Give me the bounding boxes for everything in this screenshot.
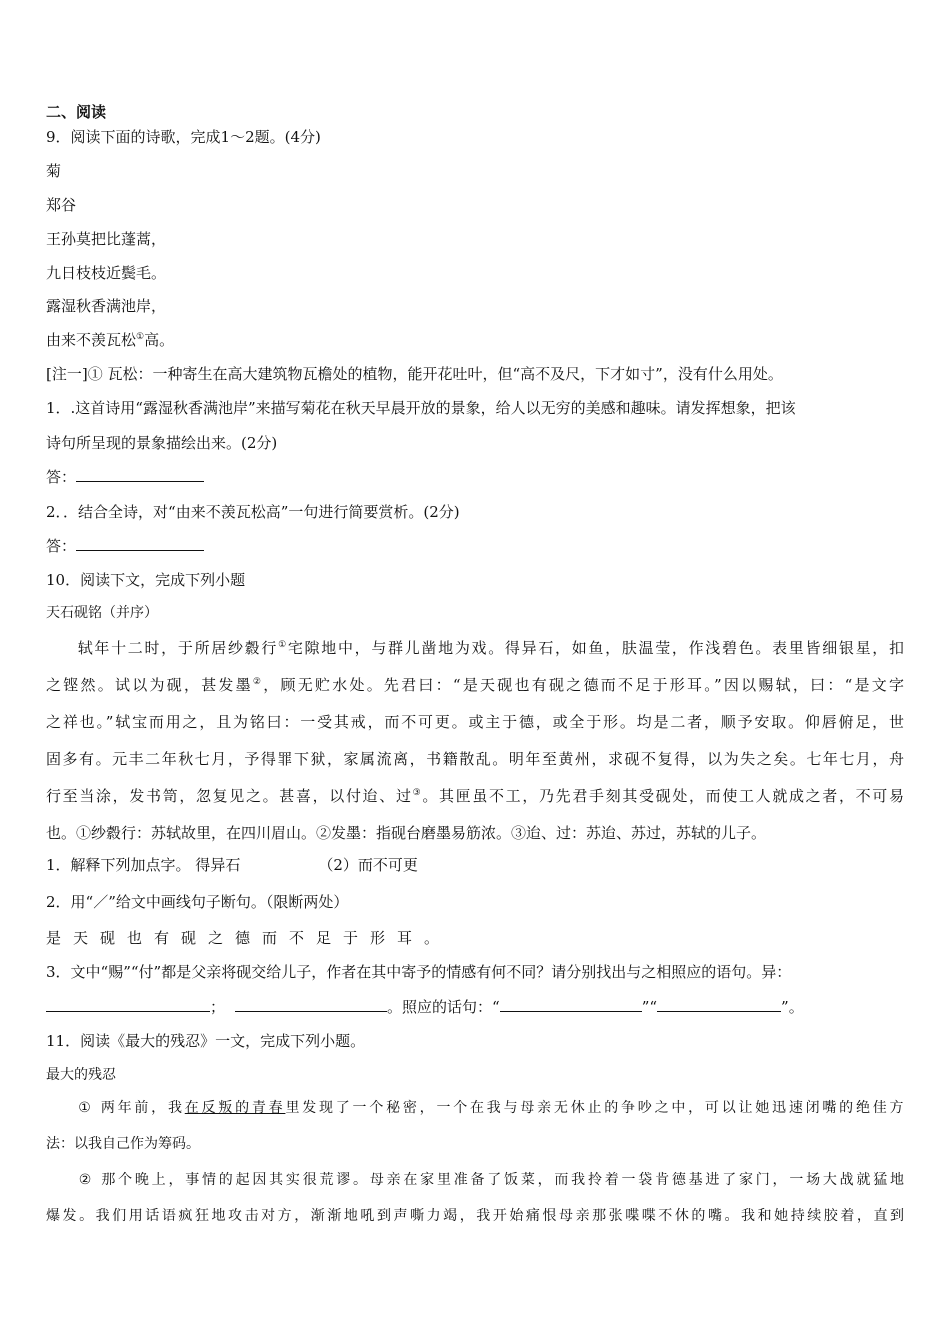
q9-answer-2	[46, 536, 204, 556]
q11-para-1-line-2: 法：以我自己作为筹码。	[46, 1136, 200, 1152]
poem-line-4	[46, 330, 174, 350]
q11-prompt: 11．阅读《最大的残忍》一文，完成下列小题。	[46, 1032, 366, 1050]
poem-line-2: 九日枝枝近鬓毛。	[46, 264, 167, 282]
q11-para-1-line-1	[46, 1098, 904, 1118]
q10-para-line-5	[46, 786, 904, 806]
q11-para-2-line-1	[46, 1170, 904, 1190]
q9-prompt: 9．阅读下面的诗歌，完成1～2题。(4分)	[46, 128, 321, 146]
q10-sub2: 2．用“／”给文中画线句子断句。（限断两处）	[46, 893, 349, 911]
q10-para-line-3: 之祥也。”轼宝而用之，且为铭曰：一受其戒，而不可更。或主于德，或全于形。均是二者，顺予安取。仰唇俯足，世	[46, 713, 904, 731]
q10-para-line-2	[46, 675, 904, 695]
poem-line-1: 王孙莫把比蓬蒿，	[46, 230, 167, 248]
q11-para-2-line-2: 爆发。我们用话语疯狂地攻击对方，渐渐地吼到声嘶力竭，我开始痛恨母亲那张喋喋不休的嘴。我和她持续胶着，直到	[46, 1208, 904, 1224]
q10-text: ，顾无贮水处。先君曰：“是天砚也有砚之德而不足于形耳。”因以赐轼，曰：“是文字	[263, 676, 904, 694]
q10-title: 天石砚铭（并序）	[46, 605, 158, 621]
q10-text: 。其匣虽不工，乃先君手刻其受砚处，而使工人就成之者，不可易	[422, 787, 904, 805]
q10-text: 行至当涂，发书笥，忽复见之。甚喜，以付迨、过	[46, 787, 413, 805]
answer-blank-quote-1[interactable]	[500, 997, 642, 1012]
q10-prompt: 10．阅读下文，完成下列小题	[46, 571, 246, 589]
answer-blank-diff-1[interactable]	[46, 997, 210, 1012]
footnote-marker: ③	[412, 788, 423, 798]
q10-sub3-mid: 。照应的话句：“	[387, 998, 500, 1016]
q10-para-line-6: 也。①纱縠行：苏轼故里，在四川眉山。②发墨：指砚台磨墨易筋浓。③迨、过：苏迨、苏过，苏轼的儿子。	[46, 824, 767, 842]
q10-sub2-sentence: 是天砚也有砚之德而不足于形耳。	[46, 929, 452, 947]
answer-label: 答：	[46, 537, 77, 555]
q11-title: 最大的残忍	[46, 1067, 116, 1083]
poem-title: 菊	[46, 162, 62, 180]
poem-author: 郑谷	[46, 196, 77, 214]
underlined-phrase: 在反叛的青春	[184, 1100, 286, 1116]
q11-text: ① 两年前，我	[76, 1100, 185, 1116]
q11-text: 里发现了一个秘密，一个在我与母亲无休止的争吵之中，可以让她迅速闭嘴的绝佳方	[285, 1100, 905, 1116]
q9-sub1-line-1: 1．.这首诗用“露湿秋香满池岸”来描写菊花在秋天早晨开放的景象，给人以无穷的美感和趣味。请发挥想象，把该	[46, 399, 796, 417]
poem-line-4-text: 由来不羡瓦松	[46, 331, 137, 349]
poem-line-3: 露湿秋香满池岸，	[46, 297, 167, 315]
q10-sub3-end: ”。	[781, 998, 804, 1016]
footnote-marker: ①	[278, 640, 288, 650]
q10-text: 之铿然。试以为砚，甚发墨	[46, 676, 253, 694]
q10-text: 轼年十二时，于所居纱縠行	[76, 639, 279, 657]
answer-blank-quote-2[interactable]	[657, 997, 781, 1012]
answer-blank-diff-2[interactable]	[235, 997, 387, 1012]
q10-sub3-line-2	[46, 997, 804, 1017]
q10-sub1-a: 1．解释下列加点字。 得异石	[46, 856, 241, 874]
q10-sub1-b: （2）而不可更	[318, 856, 418, 874]
section-title: 二、阅读	[46, 103, 107, 121]
answer-blank-2[interactable]	[76, 536, 204, 551]
poem-note: [注一]① 瓦松：一种寄生在高大建筑物瓦檐处的植物，能开花吐叶，但“高不及尺，下才如寸”，没有什么用处。	[46, 365, 783, 383]
q10-text: 宅隙地中，与群儿凿地为戏。得异石，如鱼，肤温莹，作浅碧色。表里皆细银星，扣	[287, 639, 904, 657]
q10-sub3-sep: ；	[210, 998, 226, 1016]
q11-text: ② 那个晚上，事情的起因其实很荒谬。母亲在家里准备了饭菜，而我拎着一袋肯德基进了家门，一场大战就猛地	[76, 1172, 904, 1188]
q10-sub3-line-1: 3．文中“赐”“付”都是父亲将砚交给儿子，作者在其中寄予的情感有何不同？请分别找出与之相照应的语句。异：	[46, 963, 792, 981]
answer-blank-1[interactable]	[76, 467, 204, 482]
q9-answer-1	[46, 467, 204, 487]
answer-label: 答：	[46, 468, 77, 486]
q9-sub2: 2．．结合全诗，对“由来不羡瓦松高”一句进行简要赏析。(2分)	[46, 503, 460, 521]
poem-line-4-end: 高。	[144, 331, 175, 349]
q10-para-line-4: 固多有。元丰二年秋七月，予得罪下狱，家属流离，书籍散乱。明年至黄州，求砚不复得，以为失之矣。七年七月，舟	[46, 750, 904, 768]
footnote-marker: ①	[136, 332, 145, 342]
q10-para-line-1	[46, 638, 904, 658]
q10-sub1	[46, 855, 418, 875]
footnote-marker: ②	[252, 677, 264, 687]
q9-sub1-line-2: 诗句所呈现的景象描绘出来。(2分)	[46, 434, 278, 452]
q10-sub3-q: ”“	[641, 998, 658, 1016]
